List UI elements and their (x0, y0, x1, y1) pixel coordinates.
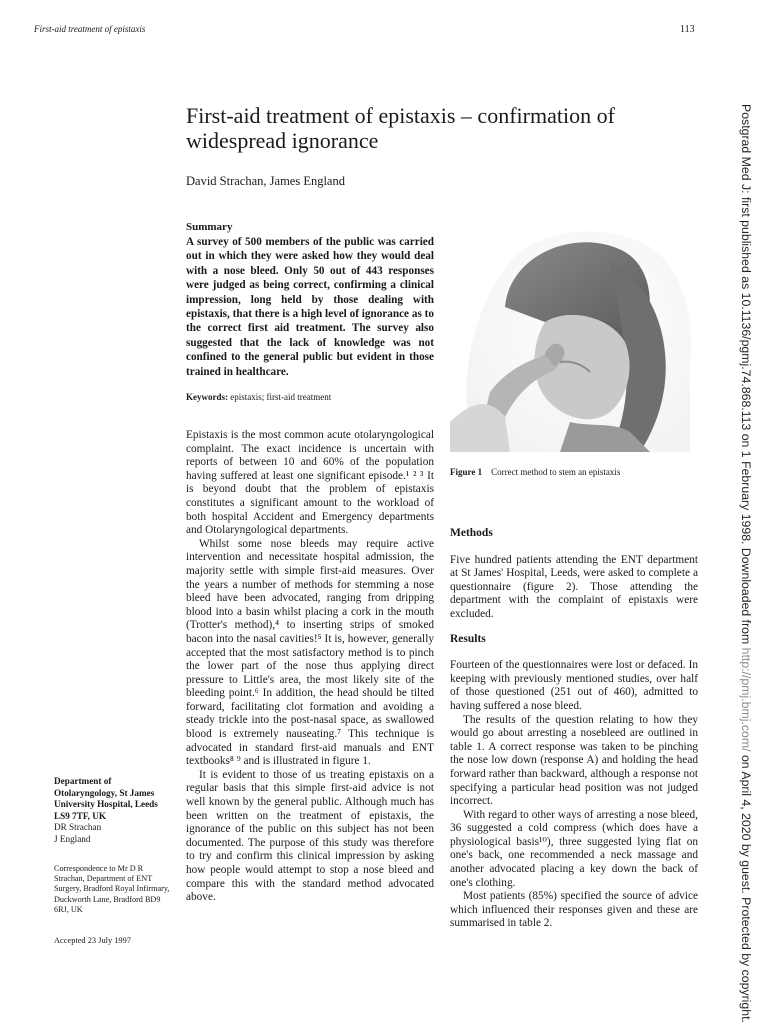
keywords-value: epistaxis; first-aid treatment (230, 392, 332, 402)
results-paragraph: Most patients (85%) specified the source of advice which influenced their responses given and these are summarised in table 2. (450, 890, 698, 930)
author-affiliation (54, 776, 172, 846)
intro-paragraph: Whilst some nose bleeds may require active intervention and necessitate hospital admission, the majority settle with simple first-aid measures. Over the years a number of methods for stemming a nose bleed have been advocated, ranging from dripping blood into a basin whilst placing a cork in the mouth (Trotter's method),⁴ to inserting strips of smoked bacon into the nasal cavities!⁵ It is, however, generally accepted that the most satisfactory method is to pinch the lower part of the nose thus applying direct pressure to Little's area, the most likely site of the bleeding point.⁶ In addition, the head should be tilted forward, facilitating clot formation and avoiding a steady trickle into the post-nasal space, as swallowed blood is extremely nauseating.⁷ This technique is advocated in standard first-aid manuals and ENT textbooks⁸ ⁹ and is illustrated in figure 1. (186, 537, 434, 768)
intro-column (186, 429, 434, 905)
page-number: 113 (680, 24, 695, 35)
results-paragraph: With regard to other ways of arresting a nose bleed, 36 suggested a cold compress (which does have a physiological basis¹⁰), three suggested lying flat on one's back, one recommended a neck massage and another advocated placing a key down the back of one's clothing. (450, 808, 698, 889)
intro-paragraph: It is evident to those of us treating epistaxis on a regular basis that this simple first-aid advice is not well known by the general public. Although much has been written on the treatment of epistaxis, the ignorance of the public on this subject has not been documented. The purpose of this study was therefore to try and confirm this clinical impression by asking how people would attempt to stop a nose bleed and compare this with the standard method advocated above. (186, 768, 434, 904)
methods-paragraph: Five hundred patients attending the ENT department at St James' Hospital, Leeds, were asked to complete a questionnaire (figure 2). Those attending the department with the complaint of epistaxis were excluded. (450, 553, 698, 620)
affiliation-name: J England (54, 833, 91, 844)
sidebar-text-part1: Postgrad Med J: first published as 10.1136/pgmj.74.868.113 on 1 February 1998. Downloaded from (739, 104, 753, 648)
sidebar-text-part2: on April 4, 2020 by guest. Protected by copyright. (739, 751, 753, 1023)
summary-text: A survey of 500 members of the public was carried out in which they were asked how they would deal with a nose bleed. Only 50 out of 443 responses were judged as being correct, confirming a clinical impression, long held by those dealing with epistaxis, that there is a high level of ignorance as to the correct first aid treatment. The survey also suggested that the lack of knowledge was not confined to the general public but evident in those trained in healthcare. (186, 236, 434, 378)
accepted-date: Accepted 23 July 1997 (54, 936, 131, 945)
results-paragraph: The results of the question relating to how they would go about arresting a nosebleed are outlined in table 1. A correct response was taken to be pinching the nose low down (response A) and holding the head forward rather than backward, although a response not specifying a particular head position was not judged incorrect. (450, 713, 698, 808)
affiliation-department: Department of Otolaryngology, St James University Hospital, Leeds LS9 7TF, UK (54, 776, 158, 821)
woman-pinching-nose-photo (450, 222, 698, 452)
methods-results-column (450, 527, 698, 931)
article-authors: David Strachan, James England (186, 174, 345, 188)
affiliation-name: DR Strachan (54, 822, 102, 833)
results-paragraph: Fourteen of the questionnaires were lost or defaced. In keeping with previously mentioned studies, over half of those questioned (251 out of 460), admitted to having suffered a nose bleed. (450, 659, 698, 712)
figure-1-image (450, 222, 698, 452)
sidebar-text (739, 104, 753, 1023)
summary-heading: Summary (186, 221, 233, 233)
correspondence-address: Correspondence to Mr D R Strachan, Department of ENT Surgery, Bradford Royal Infirmary, Duckworth Lane, Bradford BD9 6RJ, UK (54, 864, 170, 914)
article-title: First-aid treatment of epistaxis – confirmation of widespread ignorance (186, 103, 615, 153)
keywords (186, 392, 331, 402)
figure-1-caption (450, 467, 620, 477)
methods-heading: Methods (450, 527, 493, 539)
running-title: First-aid treatment of epistaxis (34, 24, 146, 34)
copyright-sidebar (735, 104, 757, 1023)
keywords-label: Keywords: (186, 392, 228, 402)
intro-paragraph: Epistaxis is the most common acute otolaryngological complaint. The exact incidence is uncertain with reports of between 10 and 60% of the population having suffered at least one significant episode.¹ ² ³ It is beyond doubt that the problem of epistaxis constitutes a significant amount to the workload of both hospital Accident and Emergency departments and Otolaryngological departments. (186, 429, 434, 537)
figure-label: Figure 1 (450, 467, 483, 477)
results-heading: Results (450, 632, 486, 645)
figure-caption-text: Correct method to stem an epistaxis (491, 467, 621, 477)
sidebar-url-link[interactable]: http://pmj.bmj.com/ (739, 647, 753, 752)
